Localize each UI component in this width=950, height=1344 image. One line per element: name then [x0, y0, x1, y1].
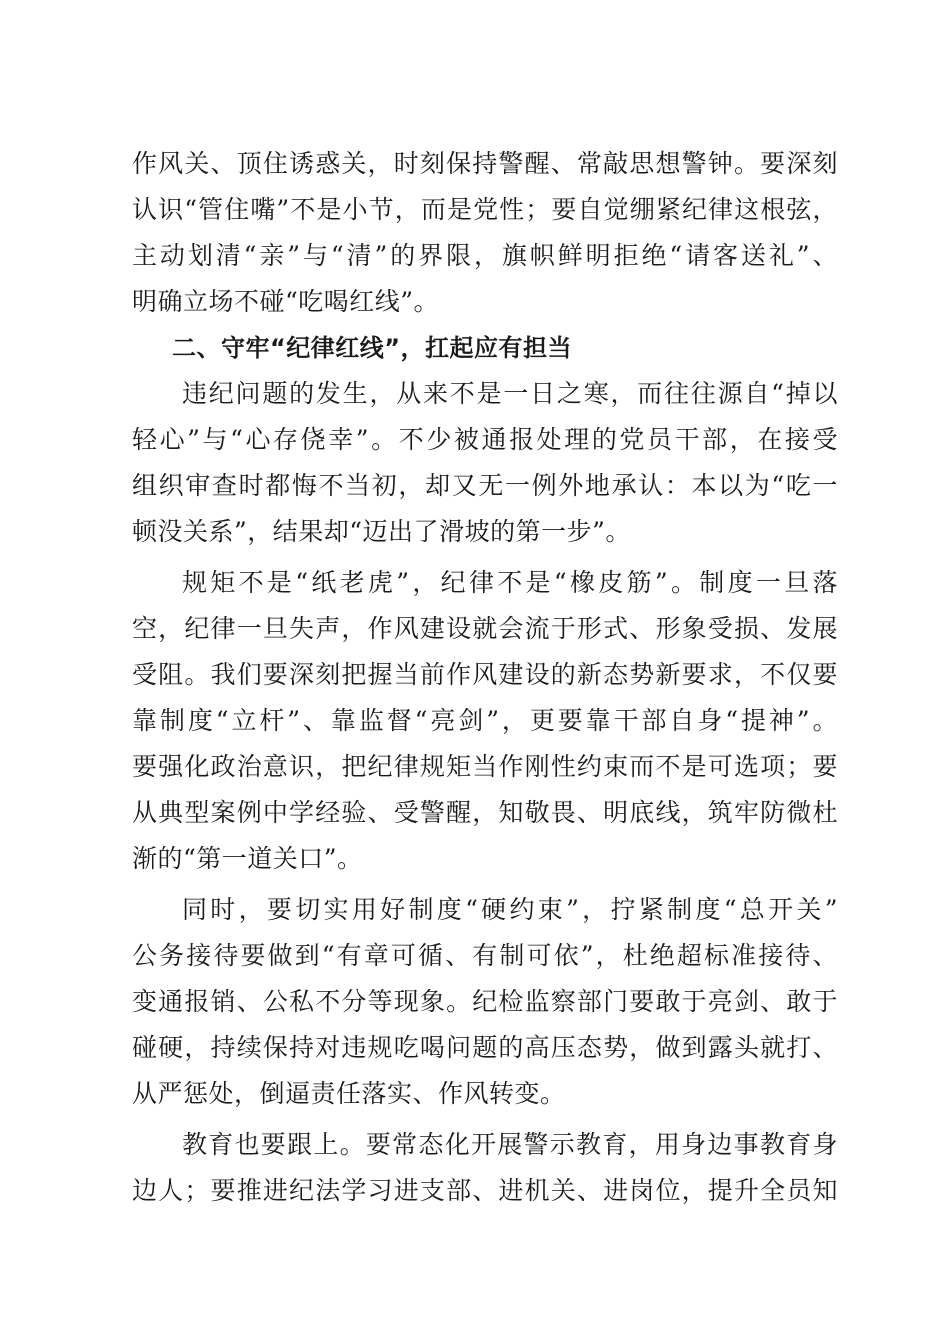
paragraph-3 — [132, 560, 838, 882]
text-line: 边人；要推进纪法学习进支部、进机关、进岗位，提升全员知 — [132, 1176, 838, 1205]
text-line: 认识“管住嘴”不是小节，而是党性；要自觉绷紧纪律这根弦， — [132, 195, 838, 224]
text-line: 公务接待要做到“有章可循、有制可依”，杜绝超标准接待、 — [132, 941, 838, 970]
paragraph-4 — [132, 887, 838, 1117]
text-line: 作风关、顶住诱惑关，时刻保持警醒、常敲思想警钟。要深刻 — [132, 149, 838, 178]
text-line: 靠制度“立杆”、靠监督“亮剑”，更要靠干部自身“提神”。 — [132, 706, 838, 735]
text-line: 主动划清“亲”与“清”的界限，旗帜鲜明拒绝“请客送礼”、 — [132, 241, 838, 270]
text-line: 渐的“第一道关口”。 — [132, 844, 363, 873]
text-line: 从典型案例中学经验、受警醒，知敬畏、明底线，筑牢防微杜 — [132, 798, 838, 827]
paragraph-1 — [132, 141, 838, 325]
text-line: 轻心”与“心存侥幸”。不少被通报处理的党员干部，在接受 — [132, 425, 838, 454]
text-line: 碰硬，持续保持对违规吃喝问题的高压态势，做到露头就打、 — [132, 1033, 838, 1062]
paragraph-5 — [132, 1122, 838, 1214]
text-line: 规矩不是“纸老虎”，纪律不是“橡皮筋”。制度一旦落 — [182, 568, 838, 597]
text-line: 要强化政治意识，把纪律规矩当作刚性约束而不是可选项；要 — [132, 752, 838, 781]
text-line: 从严惩处，倒逼责任落实、作风转变。 — [132, 1079, 566, 1108]
text-line: 组织审查时都悔不当初，却又无一例外地承认：本以为“吃一 — [132, 471, 838, 500]
text-line: 顿没关系”，结果却“迈出了滑坡的第一步”。 — [132, 517, 631, 546]
text-line: 变通报销、公私不分等现象。纪检监察部门要敢于亮剑、敢于 — [132, 987, 838, 1016]
text-line: 违纪问题的发生，从来不是一日之寒，而往往源自“掉以 — [182, 379, 838, 408]
text-line: 受阻。我们要深刻把握当前作风建设的新态势新要求，不仅要 — [132, 660, 838, 689]
section-heading — [132, 325, 838, 371]
text-line: 空，纪律一旦失声，作风建设就会流于形式、形象受损、发展 — [132, 614, 838, 643]
section-heading-text: 二、守牢“纪律红线”，扛起应有担当 — [172, 334, 573, 362]
text-line: 教育也要跟上。要常态化开展警示教育，用身边事教育身 — [182, 1130, 838, 1159]
text-line: 同时，要切实用好制度“硬约束”，拧紧制度“总开关” — [182, 895, 838, 924]
paragraph-2 — [132, 371, 838, 555]
document-body — [132, 141, 838, 1214]
text-line: 明确立场不碰“吃喝红线”。 — [132, 287, 440, 316]
